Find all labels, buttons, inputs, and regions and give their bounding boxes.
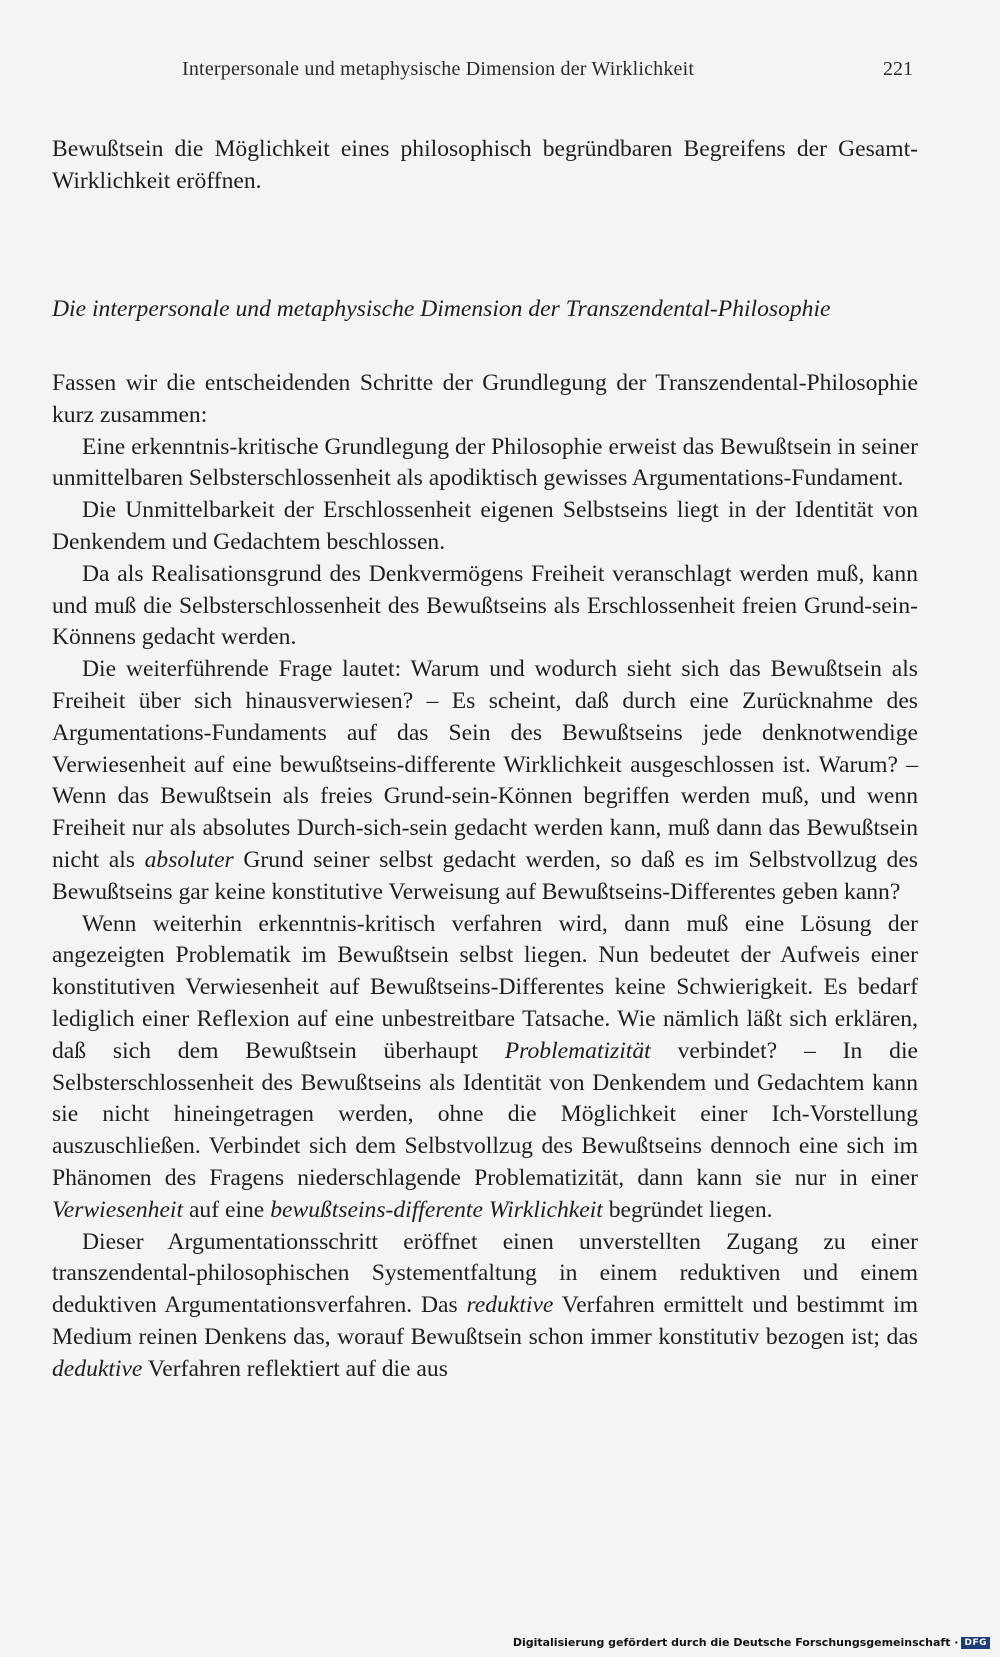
text-run: Die weiterführende Frage lautet: Warum und wodurch sieht sich das Bewußtsein als Freiheit über sich hinausverwiesen? – Es scheint, daß durch eine Zurücknahme des Argumentations-Fundaments auf das Sein des Bewußtseins jede denknotwendige Verwiesenheit auf eine bewußtseins-differente Wirklichkeit ausgeschlossen ist. Warum? – Wenn das Bewußtsein als freies Grund-sein-Können begriffen werden muß, und wenn Freiheit nur als absolutes Durch-sich-sein gedacht werden kann, muß dann das Bewußtsein nicht als: [52, 656, 918, 873]
paragraph-3: Die Unmittelbarkeit der Erschlossenheit eigenen Selbstseins liegt in der Identität von Denkendem und Gedachtem beschlossen.: [52, 497, 918, 555]
section-heading: Die interpersonale und metaphysische Dimension der Transzendental-Philosophie: [52, 296, 831, 322]
continuation-paragraph: [52, 134, 918, 198]
running-head: Interpersonale und metaphysische Dimension der Wirklichkeit: [182, 58, 695, 80]
digitization-footer: [513, 1636, 990, 1649]
emphasis: deduktive: [52, 1355, 143, 1382]
paragraph-2: Eine erkenntnis-kritische Grundlegung der Philosophie erweist das Bewußtsein in seiner unmittelbaren Selbsterschlossenheit als apodiktisch gewisses Argumentations-Fundament.: [52, 433, 918, 492]
paragraph-5: [52, 654, 918, 908]
page-number: 221: [883, 58, 913, 80]
emphasis: bewußtseins-differente Wirklichkeit: [270, 1196, 603, 1223]
emphasis: Verwiesenheit: [52, 1196, 184, 1223]
text-run: Dieser Argumentationsschritt eröffnet einen unverstellten Zugang zu einer transzendental-philosophischen Systementfaltung in einem reduktiven und einem deduktiven Argumentationsverfahren. Das: [52, 1228, 918, 1319]
paragraph: Bewußtsein die Möglichkeit eines philosophisch begründbaren Begreifens der Gesamt-Wirklichkeit eröffnen.: [52, 136, 918, 194]
text-run: verbindet? – In die Selbsterschlossenheit des Bewußtseins als Identität von Denkendem und Gedachtem kann sie nicht hineingetragen werden, ohne die Möglichkeit einer Ich-Vorstellung auszuschließen. Verbindet sich dem Selbstvollzug des Bewußtseins dennoch eine sich im Phänomen des Fragens niederschlagende Problematizität, dann kann sie nur in einer: [52, 1037, 919, 1191]
paragraph-1: Fassen wir die entscheidenden Schritte der Grundlegung der Transzendental-Philosophie kurz zusammen:: [52, 370, 918, 428]
text-run: Grund seiner selbst gedacht werden, so daß es im Selbstvollzug des Bewußtseins gar keine konstitutive Verweisung auf Bewußtseins-Differentes geben kann?: [52, 846, 918, 905]
emphasis: reduktive: [466, 1292, 554, 1319]
dfg-logo: DFG: [961, 1637, 990, 1649]
paragraph-6: [52, 909, 918, 1227]
emphasis: Problematizität: [504, 1037, 651, 1064]
text-run: Verfahren ermittelt und bestimmt im Medium reinen Denkens das, worauf Bewußtsein schon immer konstitutiv bezogen ist; das: [52, 1292, 918, 1350]
text-run: begründet liegen.: [608, 1196, 773, 1223]
paragraph-4: Da als Realisationsgrund des Denkvermögens Freiheit veranschlagt werden muß, kann und muß die Selbsterschlossenheit des Bewußtseins als Erschlossenheit freien Grund-sein-Könnens gedacht werden.: [52, 560, 918, 651]
text-run: auf eine: [188, 1196, 265, 1223]
paragraph-7: [52, 1227, 918, 1386]
text-run: Verfahren reflektiert auf die aus: [147, 1355, 448, 1382]
text-run: Wenn weiterhin erkenntnis-kritisch verfahren wird, dann muß eine Lösung der angezeigten Problematik im Bewußtsein selbst liegen. Nun bedeutet der Aufweis einer konstitutiven Verwiesenheit auf Bewußtseins-Differentes keine Schwierigkeit. Es bedarf lediglich einer Reflexion auf eine unbestreitbare Tatsache. Wie nämlich läßt sich erklären, daß sich dem Bewußtsein überhaupt: [52, 910, 918, 1064]
emphasis: absoluter: [144, 846, 234, 873]
footer-text: Digitalisierung gefördert durch die Deutsche Forschungsgemeinschaft ·: [512, 1636, 959, 1649]
body-text: [52, 368, 918, 1386]
